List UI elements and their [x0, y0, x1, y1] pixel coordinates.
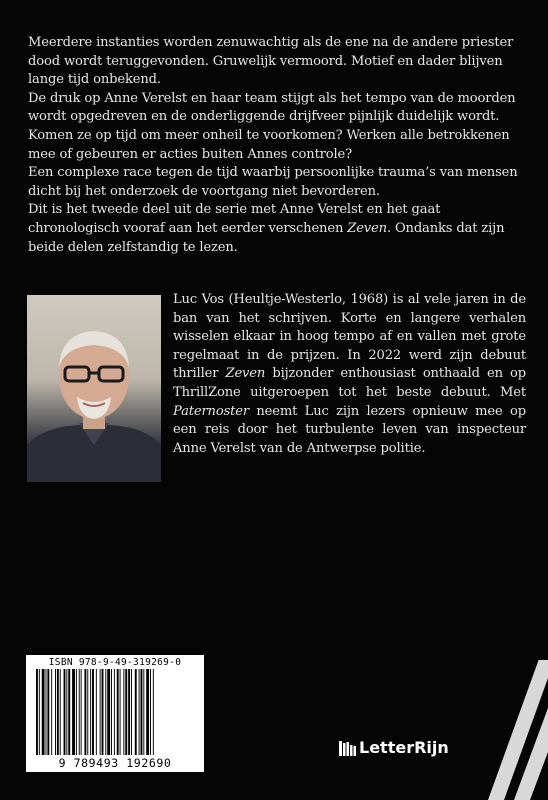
back-cover-blurb	[28, 34, 526, 257]
author-photo	[27, 295, 161, 482]
bio-text: neemt Luc zijn lezers opnieuw mee op een reis door het turbulente leven van inspecteur Anne Verelst van de Antwerpse politie.	[173, 403, 526, 456]
bookshelf-logo-icon	[339, 740, 357, 756]
author-bio	[173, 291, 526, 458]
barcode-digits: 9 789493 192690	[58, 756, 172, 770]
bio-text: bijzonder enthousiast onthaald en op ThrillZone uitgeroepen tot het beste debuut. Met	[173, 366, 526, 400]
book-title-zeven: Zeven	[225, 366, 266, 382]
bio-text: Luc Vos (Heultje-Westerlo, 1968) is al vele jaren in de ban van het schrijven. Korte en langere verhalen wisselen elkaar in hoog tempo af en vallen met grote regelmaat in de prijzen. In 2022 werd zijn debuut thriller	[173, 292, 526, 382]
decorative-stripes	[448, 660, 548, 800]
publisher-logo	[339, 738, 449, 757]
isbn-barcode	[26, 655, 204, 772]
book-title-paternoster: Paternoster	[173, 403, 249, 419]
author-portrait	[27, 295, 161, 482]
book-title-zeven: Zeven	[347, 220, 387, 236]
publisher-name: LetterRijn	[359, 738, 449, 757]
blurb-paragraph-3: Een complexe race tegen de tijd waarbij persoonlijke trauma’s van mensen dicht bij het onderzoek de voortgang niet bevorderen.	[28, 165, 518, 199]
blurb-paragraph-1: Meerdere instanties worden zenuwachtig als de ene na de andere priester dood wordt teruggevonden. Gruwelijk vermoord. Motief en dader blijven lange tijd onbekend.	[28, 35, 514, 88]
isbn-label: ISBN 978-9-49-319269-0	[48, 657, 182, 668]
blurb-text: Dit is het tweede deel uit de serie met Anne Verelst en het gaat chronologisch vooraf aan het eerder verschenen	[28, 202, 441, 236]
stripe-1	[488, 660, 548, 800]
blurb-text: . Ondanks dat zijn beide delen zelfstandig te lezen.	[28, 220, 505, 255]
barcode-bars	[34, 669, 196, 755]
blurb-paragraph-4	[28, 201, 526, 257]
blurb-paragraph-2: De druk op Anne Verelst en haar team stijgt als het tempo van de moorden wordt opgedreven en de onderliggende drijfveer pijnlijk duidelijk wordt. Komen ze op tijd om meer onheil te voorkomen? Werken alle betrokkenen mee of gebeuren er acties buiten Annes controle?	[28, 90, 516, 162]
